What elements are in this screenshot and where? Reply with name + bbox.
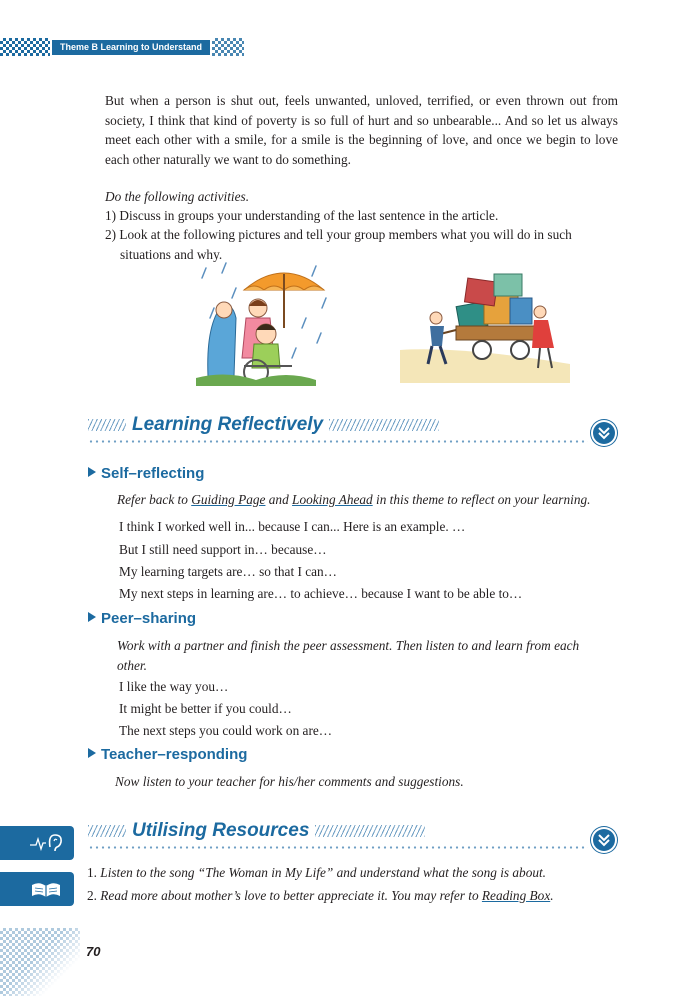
header-pattern: [0, 38, 50, 56]
header-stripes-left: [88, 419, 126, 431]
self-reflecting-line: My next steps in learning are… to achieve… because I want to be able to…: [119, 586, 523, 601]
teacher-responding-heading: [88, 746, 247, 763]
peer-sharing-line: It might be better if you could…: [119, 701, 292, 716]
chevron-down-icon: [593, 422, 615, 444]
resource-item-1: [87, 863, 546, 883]
resource-text: Read more about mother’s love to better appreciate it. You may refer to: [100, 888, 482, 903]
activity-item-2: [105, 225, 618, 264]
header-stripes-left: [88, 825, 126, 837]
self-reflecting-line: I think I worked well in... because I can... Here is an example. …: [119, 519, 466, 534]
rain-children-illustration: [196, 258, 336, 386]
instruction-text: Refer back to: [117, 492, 192, 507]
reading-tab: [0, 872, 74, 906]
item-number: 2.: [87, 888, 101, 903]
activities-title: Do the following activities.: [105, 189, 250, 204]
activity-item-2-line2: situations and why.: [120, 246, 223, 262]
self-reflecting-heading: [88, 465, 204, 482]
section-divider: [88, 440, 588, 443]
cart-boxes-illustration: [400, 268, 570, 383]
teacher-responding-label: Teacher–responding: [101, 746, 248, 763]
header-pattern-right: [212, 38, 244, 56]
self-reflecting-instruction: [117, 490, 627, 510]
peer-sharing-line: I like the way you…: [119, 679, 229, 694]
self-reflecting-line: My learning targets are… so that I can…: [119, 564, 337, 579]
looking-ahead-link[interactable]: Looking Ahead: [292, 492, 373, 507]
triangle-bullet-icon: [88, 612, 96, 622]
self-reflecting-label: Self–reflecting: [101, 465, 205, 482]
instruction-text: in this theme to reflect on your learning.: [372, 492, 591, 507]
header-stripes-right: [315, 825, 425, 837]
peer-sharing-line: The next steps you could work on are…: [119, 723, 333, 738]
guiding-page-link[interactable]: Guiding Page: [191, 492, 266, 507]
open-book-icon: [30, 879, 62, 899]
instruction-text: other.: [117, 657, 147, 673]
peer-sharing-heading: [88, 610, 196, 627]
instruction-text: and: [265, 492, 293, 507]
resource-text: Listen to the song “The Woman in My Life” and understand what the song is about.: [100, 865, 547, 880]
peer-sharing-instruction: [117, 636, 618, 675]
triangle-bullet-icon: [88, 467, 96, 477]
reading-box-link[interactable]: Reading Box: [481, 888, 551, 903]
intro-paragraph: But when a person is shut out, feels unwanted, unloved, terrified, or even thrown out from society, I think that kind of poverty is so full of hurt and so unbearable... And so let us always meet each other with a smile, for a smile is the beginning of love, and once we begin to love each other naturally we want to do something.: [105, 93, 618, 167]
utilising-resources-title: Utilising Resources: [132, 820, 310, 841]
footer-pattern: [0, 928, 80, 996]
self-reflecting-line: But I still need support in… because…: [119, 542, 327, 557]
activity-item-2-line1: 2) Look at the following pictures and tell your group members what you will do in such: [105, 227, 572, 242]
resource-text: .: [550, 888, 554, 903]
theme-header: Theme B Learning to Understand: [52, 40, 210, 55]
listening-tab: [0, 826, 74, 860]
peer-sharing-label: Peer–sharing: [101, 610, 197, 627]
activity-item-1: 1) Discuss in groups your understanding of the last sentence in the article.: [105, 208, 499, 223]
instruction-text: Work with a partner and finish the peer assessment. Then listen to and learn from each: [117, 638, 580, 653]
utilising-resources-header: [88, 820, 425, 842]
resource-item-2: [87, 886, 554, 906]
teacher-responding-instruction: Now listen to your teacher for his/her comments and suggestions.: [115, 774, 464, 789]
triangle-bullet-icon: [88, 748, 96, 758]
page-number: 70: [86, 944, 101, 959]
learning-reflectively-title: Learning Reflectively: [132, 414, 324, 435]
section-divider: [88, 846, 588, 849]
item-number: 1.: [87, 865, 101, 880]
chevron-down-icon: [593, 829, 615, 851]
header-stripes-right: [329, 419, 439, 431]
learning-reflectively-header: [88, 414, 439, 436]
ear-icon: [30, 833, 64, 853]
